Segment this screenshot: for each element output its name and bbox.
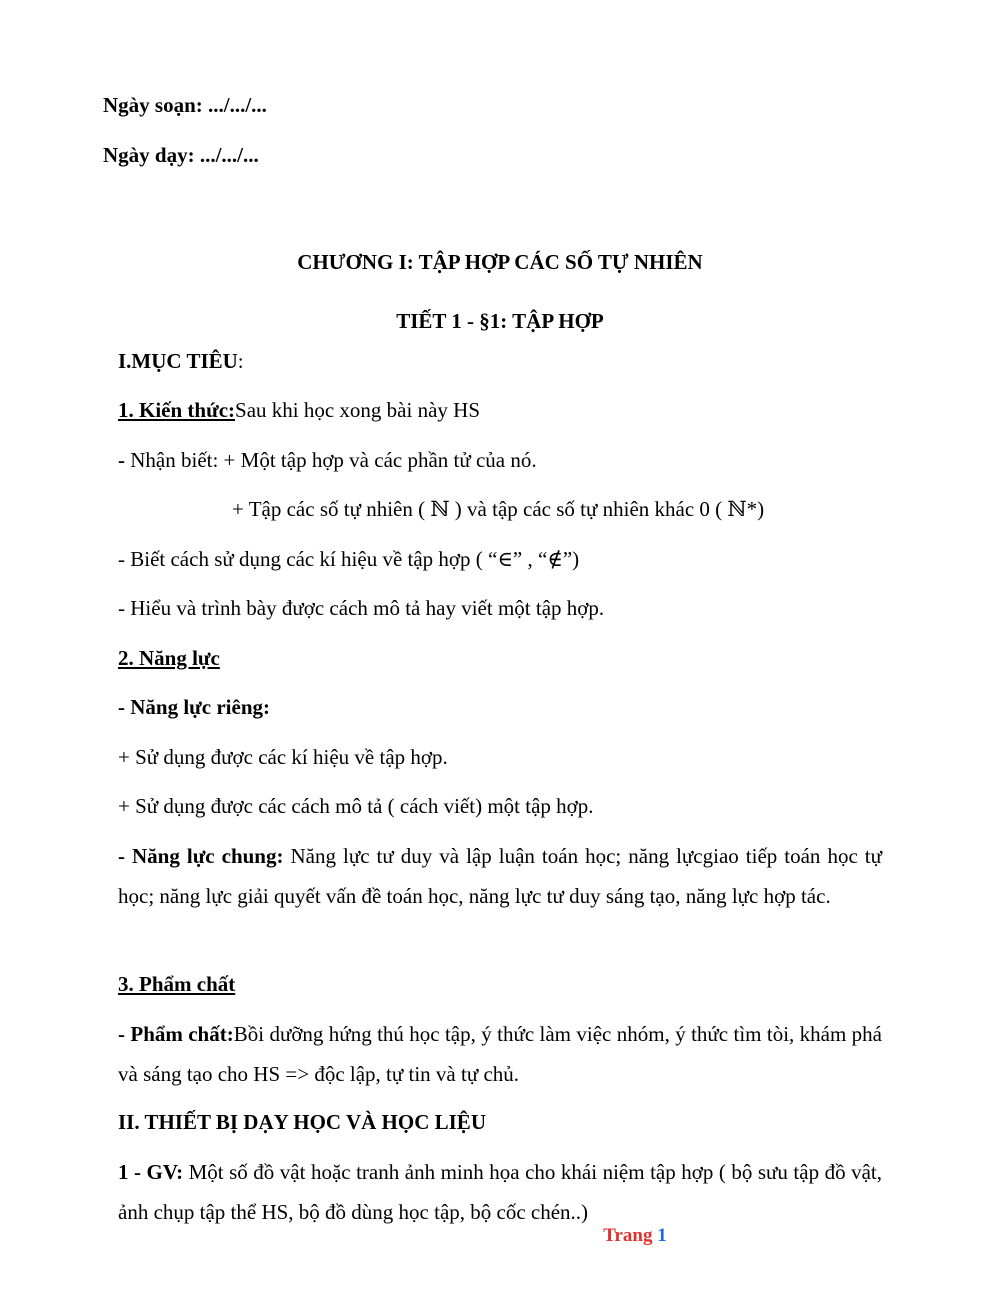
gv-label: 1 - GV: [118, 1160, 184, 1184]
nangluc-heading: 2. Năng lực [118, 646, 220, 670]
section1-heading-line [118, 349, 244, 374]
phamchat-label: - Phẩm chất: [118, 1022, 234, 1046]
gv-text: Một số đồ vật hoặc tranh ảnh minh họa cho khái niệm tập hợp ( bộ sưu tập đồ vật, ảnh chụp tập thể HS, bộ đồ dùng học tập, bộ cốc chén..) [118, 1160, 882, 1224]
page-footer [0, 1225, 1000, 1247]
nangluc-rieng-item-1: + Sử dụng được các kí hiệu về tập hợp. [118, 745, 448, 769]
kienthuc-line [118, 398, 480, 423]
phamchat-heading: 3. Phẩm chất [118, 972, 236, 996]
ngay-day: Ngày dạy: .../.../... [103, 143, 259, 167]
section1-heading: I.MỤC TIÊU [118, 349, 238, 373]
nhanbiet-text: Nhận biết: + Một tập hợp và các phần tử của nó. [125, 448, 537, 472]
nhanbiet-dash: - [118, 448, 125, 472]
section2-heading: II. THIẾT BỊ DẠY HỌC VÀ HỌC LIỆU [118, 1110, 486, 1134]
kienthuc-text: Sau khi học xong bài này HS [235, 398, 480, 422]
lesson-title: TIẾT 1 - §1: TẬP HỢP [396, 309, 604, 333]
nangluc-chung-label: - Năng lực chung: [118, 844, 284, 868]
nhanbiet-line2: + Tập các số tự nhiên ( ℕ ) và tập các số tự nhiên khác 0 ( ℕ*) [232, 497, 765, 521]
gv-paragraph [118, 1152, 882, 1232]
bietcach-line: - Biết cách sử dụng các kí hiệu về tập hợp ( “∈” , “∉”) [118, 547, 580, 571]
nangluc-chung-text: Năng lực tư duy và lập luận toán học; năng lựcgiao tiếp toán học tự học; năng lực giải quyết vấn đề toán học, năng lực tư duy sáng tạo, năng lực hợp tác. [118, 844, 882, 908]
nangluc-rieng-label: - Năng lực riêng: [118, 695, 270, 719]
nangluc-rieng-item-2: + Sử dụng được các cách mô tả ( cách viết) một tập hợp. [118, 794, 594, 818]
hieu-line: - Hiểu và trình bày được cách mô tả hay viết một tập hợp. [118, 596, 605, 620]
footer-page-number: 1 [657, 1225, 667, 1246]
kienthuc-label: 1. Kiến thức: [118, 398, 236, 422]
phamchat-paragraph [118, 1014, 882, 1094]
section1-heading-colon: : [237, 349, 244, 373]
nhanbiet-line [118, 448, 537, 473]
ngay-soan: Ngày soạn: .../.../... [103, 93, 267, 117]
phamchat-text: Bồi dưỡng hứng thú học tập, ý thức làm việc nhóm, ý thức tìm tòi, khám phá và sáng tạo cho HS => độc lập, tự tin và tự chủ. [118, 1022, 883, 1086]
footer-trang-label: Trang [603, 1225, 653, 1246]
chapter-title: CHƯƠNG I: TẬP HỢP CÁC SỐ TỰ NHIÊN [297, 250, 703, 274]
nangluc-chung-paragraph [118, 836, 882, 916]
